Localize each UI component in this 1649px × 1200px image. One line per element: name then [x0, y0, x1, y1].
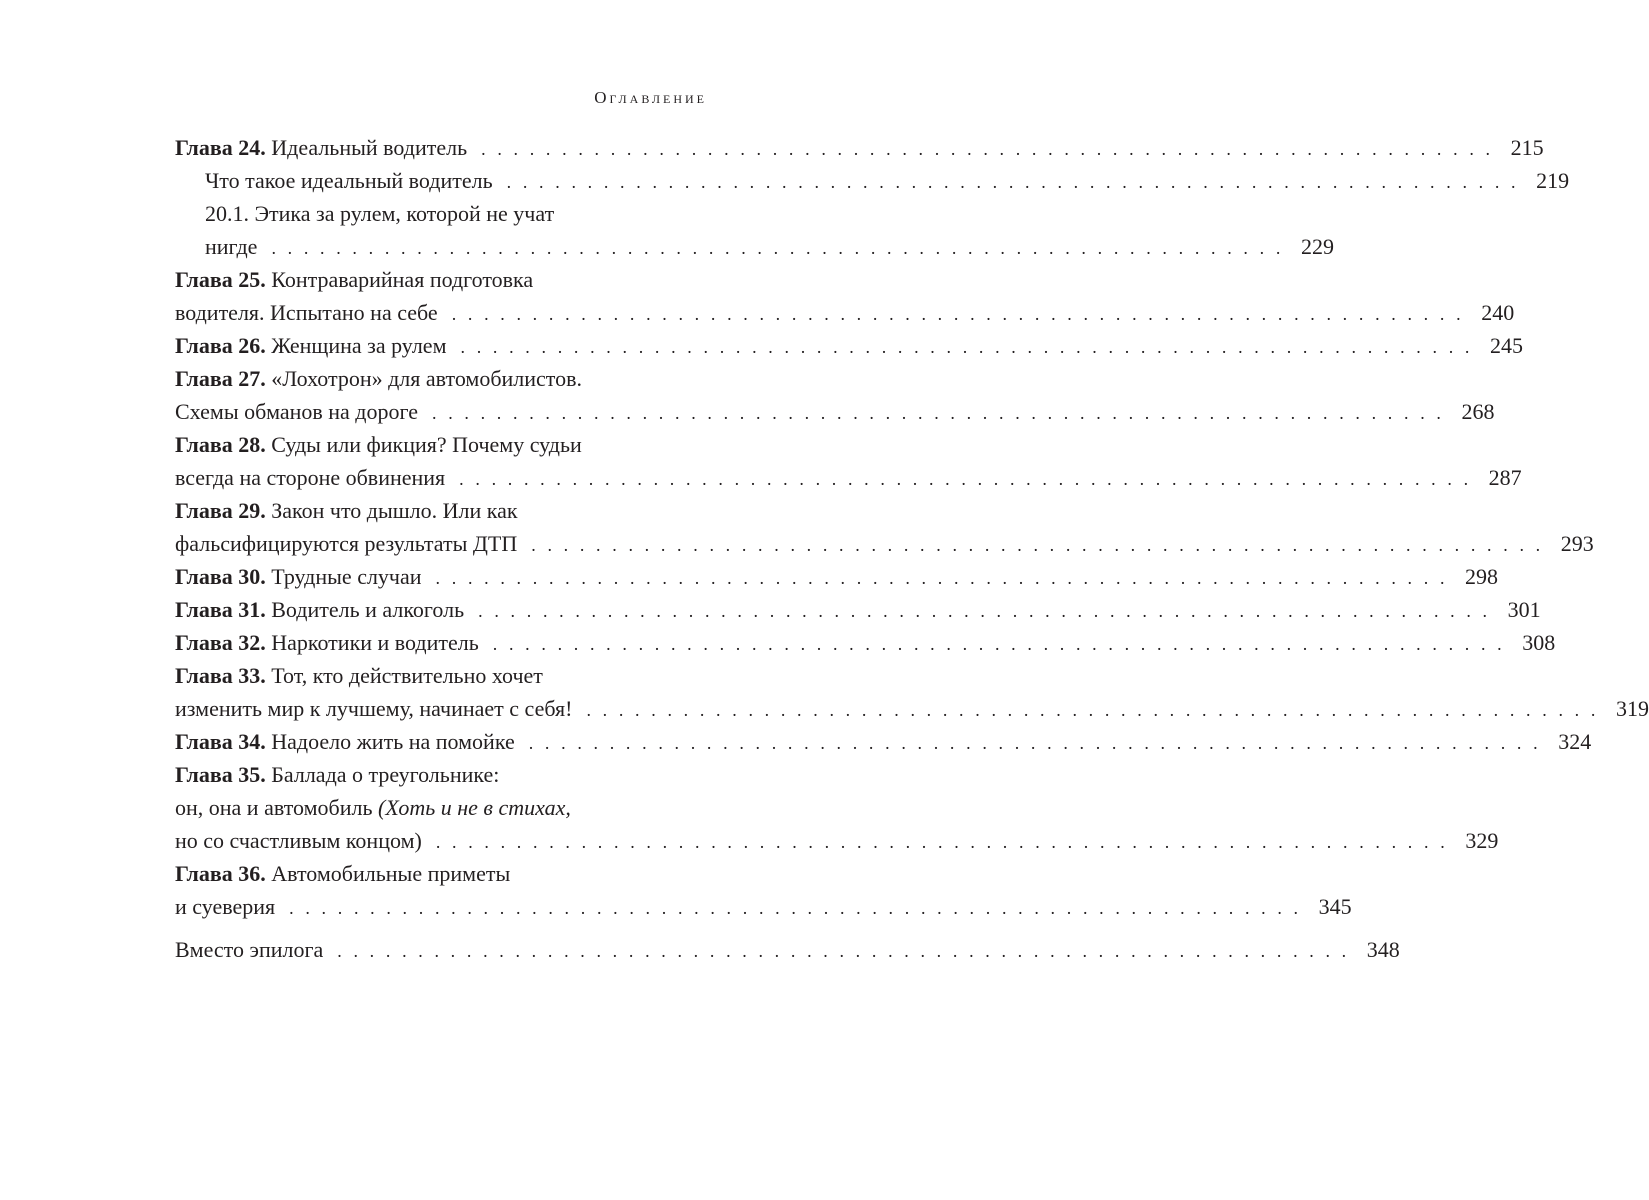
toc-line: [175, 890, 1352, 923]
chapter-label: Глава 29.: [175, 498, 266, 523]
toc-line: [175, 362, 708, 395]
dot-leader: . . . . . . . . . . . . . . . . . . . . . . . . . . . . . . . . . . . . . . . . . . . . . . . . . . . . . . . . . . . . . . .: [432, 403, 1445, 423]
page-number: 345: [1318, 894, 1352, 919]
toc-line: [175, 824, 1499, 857]
toc-entry-text: [175, 494, 518, 527]
toc-entry-subsection-20-1[interactable]: [175, 197, 1334, 263]
epilogue-title: Вместо эпилога: [175, 937, 324, 962]
chapter-label: Глава 33.: [175, 663, 266, 688]
chapter-label: Глава 24.: [175, 135, 266, 160]
chapter-title: Контраварийная подготовка: [271, 267, 534, 292]
toc-entry-chapter-30[interactable]: [175, 560, 1499, 593]
toc-entry-chapter-33[interactable]: [175, 659, 1649, 725]
chapter-title: Трудные случаи: [271, 564, 422, 589]
chapter-title-continued: он, она и автомобиль: [175, 795, 373, 820]
dot-leader: . . . . . . . . . . . . . . . . . . . . . . . . . . . . . . . . . . . . . . . . . . . . . . . . . . . . . . . . . . . . . . .: [459, 469, 1472, 489]
toc-entry-text: [175, 659, 543, 692]
toc-entry-chapter-25[interactable]: [175, 263, 1515, 329]
toc-line: [175, 857, 708, 890]
toc-entry-epilogue[interactable]: [175, 933, 1400, 966]
chapter-label: Глава 34.: [175, 729, 266, 754]
toc-line: [175, 230, 1334, 263]
dot-leader: . . . . . . . . . . . . . . . . . . . . . . . . . . . . . . . . . . . . . . . . . . . . . . . . . . . . . . . . . . . . . . .: [451, 304, 1465, 324]
toc-entry-chapter-31[interactable]: [175, 593, 1541, 626]
dot-leader: . . . . . . . . . . . . . . . . . . . . . . . . . . . . . . . . . . . . . . . . . . . . . . . . . . . . . . . . . . . . . . .: [481, 139, 1494, 159]
toc-line: [175, 131, 1544, 164]
chapter-label: Глава 25.: [175, 267, 266, 292]
chapter-title: Женщина за рулем: [271, 333, 447, 358]
chapter-title: Суды или фикция? Почему судьи: [271, 432, 582, 457]
chapter-title: Идеальный водитель: [271, 135, 468, 160]
toc-entry-text: [175, 626, 479, 659]
chapter-title: Водитель и алкоголь: [271, 597, 465, 622]
page-number: 308: [1522, 630, 1556, 655]
chapter-title-continued: водителя. Испытано на себе: [175, 300, 438, 325]
toc-entry-chapter-28[interactable]: [175, 428, 1522, 494]
toc-entry-text: [175, 791, 571, 824]
chapter-subtitle-italic-continued: но со счастливым концом): [175, 828, 422, 853]
toc-line: [175, 461, 1522, 494]
toc-entry-chapter-34[interactable]: [175, 725, 1592, 758]
toc-entry-chapter-29[interactable]: [175, 494, 1594, 560]
toc-entry-text: [175, 362, 582, 395]
page-number: 301: [1507, 597, 1541, 622]
dot-leader: . . . . . . . . . . . . . . . . . . . . . . . . . . . . . . . . . . . . . . . . . . . . . . . . . . . . . . . . . . . . . . .: [289, 898, 1302, 918]
toc-entry-text: [175, 725, 515, 758]
page-number: 287: [1488, 465, 1522, 490]
dot-leader: . . . . . . . . . . . . . . . . . . . . . . . . . . . . . . . . . . . . . . . . . . . . . . . . . . . . . . . . . . . . . . .: [337, 941, 1350, 961]
toc-line: [175, 164, 1570, 197]
dot-leader: . . . . . . . . . . . . . . . . . . . . . . . . . . . . . . . . . . . . . . . . . . . . . . . . . . . . . . . . . . . . . . .: [586, 700, 1599, 720]
toc-entry-chapter-36[interactable]: [175, 857, 1352, 923]
toc-entry-text: [175, 131, 467, 164]
subsection-title: 20.1. Этика за рулем, которой не учат: [205, 201, 555, 226]
chapter-title-continued: всегда на стороне обвинения: [175, 465, 446, 490]
toc-entry-chapter-27[interactable]: [175, 362, 1495, 428]
toc-line: [175, 395, 1495, 428]
chapter-label: Глава 35.: [175, 762, 266, 787]
toc-line: [175, 527, 1594, 560]
toc-entry-text: [175, 758, 499, 791]
subsection-title: Что такое идеальный водитель: [205, 168, 493, 193]
toc-entry-text: [175, 560, 422, 593]
chapter-title: «Лохотрон» для автомобилистов.: [271, 366, 583, 391]
dot-leader: . . . . . . . . . . . . . . . . . . . . . . . . . . . . . . . . . . . . . . . . . . . . . . . . . . . . . . . . . . . . . . .: [528, 733, 1542, 753]
toc-line: [175, 197, 708, 230]
chapter-label: Глава 36.: [175, 861, 266, 886]
page-number: 319: [1615, 696, 1649, 721]
toc-entry-chapter-26[interactable]: [175, 329, 1523, 362]
dot-leader: . . . . . . . . . . . . . . . . . . . . . . . . . . . . . . . . . . . . . . . . . . . . . . . . . . . . . . . . . . . . . . .: [435, 832, 1449, 852]
toc-entry-chapter-24[interactable]: [175, 131, 1544, 164]
running-head: Оглавление: [594, 88, 707, 107]
toc-line: [175, 791, 708, 824]
table-of-contents: [175, 131, 1649, 966]
chapter-label: Глава 27.: [175, 366, 266, 391]
page-number: 324: [1558, 729, 1592, 754]
page-number: 329: [1465, 828, 1499, 853]
toc-line: [175, 263, 708, 296]
toc-line: [175, 560, 1499, 593]
toc-entry-text: [175, 428, 582, 461]
chapter-title: Автомобильные приметы: [271, 861, 511, 886]
toc-entry-text: [175, 593, 464, 626]
toc-line: [175, 692, 1649, 725]
page-number: 348: [1366, 937, 1400, 962]
page-number: 245: [1490, 333, 1523, 358]
toc-entry-text: [175, 263, 533, 296]
toc-line: [175, 933, 1400, 966]
chapter-label: Глава 28.: [175, 432, 266, 457]
page-number: 240: [1481, 300, 1515, 325]
chapter-title-continued: и суеверия: [175, 894, 276, 919]
page-number: 219: [1536, 168, 1570, 193]
chapter-label: Глава 32.: [175, 630, 266, 655]
toc-line: [175, 494, 708, 527]
toc-entry-chapter-32[interactable]: [175, 626, 1556, 659]
page-number: 298: [1465, 564, 1499, 589]
chapter-title: Тот, кто действительно хочет: [271, 663, 543, 688]
dot-leader: . . . . . . . . . . . . . . . . . . . . . . . . . . . . . . . . . . . . . . . . . . . . . . . . . . . . . . . . . . . . . . .: [478, 601, 1491, 621]
toc-line: [175, 626, 1556, 659]
page-number: 215: [1510, 135, 1544, 160]
dot-leader: . . . . . . . . . . . . . . . . . . . . . . . . . . . . . . . . . . . . . . . . . . . . . . . . . . . . . . . . . . . . . . .: [271, 238, 1284, 258]
chapter-title-continued: фальсифицируются результаты ДТП: [175, 531, 518, 556]
chapter-title: Наркотики и водитель: [271, 630, 479, 655]
dot-leader: . . . . . . . . . . . . . . . . . . . . . . . . . . . . . . . . . . . . . . . . . . . . . . . . . . . . . . . . . . . . . . .: [506, 172, 1520, 192]
chapter-title: Баллада о треугольнике:: [271, 762, 500, 787]
chapter-title: Закон что дышло. Или как: [271, 498, 518, 523]
chapter-title-continued: Схемы обманов на дороге: [175, 399, 418, 424]
page-number: 293: [1560, 531, 1594, 556]
page-number: 268: [1461, 399, 1495, 424]
toc-line: [175, 329, 1523, 362]
subsection-title-continued: нигде: [205, 234, 258, 259]
toc-line: [175, 758, 708, 791]
toc-entry-chapter-35[interactable]: [175, 758, 1499, 857]
toc-entry-subsection-ideal-driver[interactable]: [175, 164, 1570, 197]
chapter-label: Глава 26.: [175, 333, 266, 358]
chapter-title-continued: изменить мир к лучшему, начинает с себя!: [175, 696, 573, 721]
toc-entry-text: [175, 329, 447, 362]
toc-line: [175, 659, 708, 692]
dot-leader: . . . . . . . . . . . . . . . . . . . . . . . . . . . . . . . . . . . . . . . . . . . . . . . . . . . . . . . . . . . . . . .: [531, 535, 1544, 555]
toc-line: [175, 725, 1592, 758]
chapter-label: Глава 30.: [175, 564, 266, 589]
toc-line: [175, 296, 1515, 329]
toc-line: [175, 593, 1541, 626]
toc-entry-text: [175, 857, 510, 890]
chapter-title: Надоело жить на помойке: [271, 729, 515, 754]
dot-leader: . . . . . . . . . . . . . . . . . . . . . . . . . . . . . . . . . . . . . . . . . . . . . . . . . . . . . . . . . . . . . . .: [435, 568, 1449, 588]
dot-leader: . . . . . . . . . . . . . . . . . . . . . . . . . . . . . . . . . . . . . . . . . . . . . . . . . . . . . . . . . . . . . . .: [460, 337, 1473, 357]
toc-line: [175, 428, 708, 461]
chapter-subtitle-italic: (Хоть и не в стихах,: [378, 795, 571, 820]
page-number: 229: [1300, 234, 1334, 259]
chapter-label: Глава 31.: [175, 597, 266, 622]
dot-leader: . . . . . . . . . . . . . . . . . . . . . . . . . . . . . . . . . . . . . . . . . . . . . . . . . . . . . . . . . . . . . . .: [492, 634, 1506, 654]
